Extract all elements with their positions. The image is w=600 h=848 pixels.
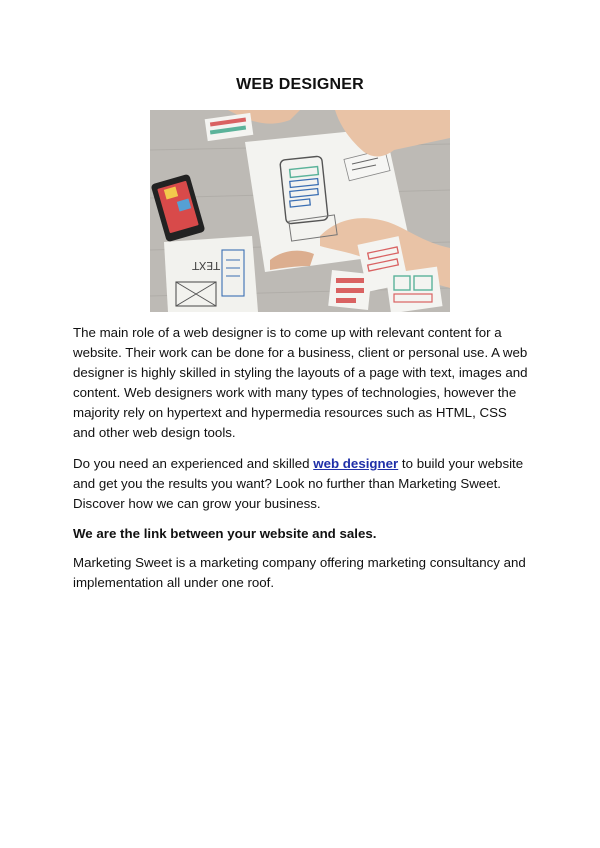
- cta-text-after: to build your website and get you the results you want? Look no further than Marketing Sweet. Discover how we can grow your business.: [73, 456, 524, 511]
- page-title: WEB DESIGNER: [236, 76, 364, 93]
- cta-paragraph: [73, 454, 529, 514]
- tagline: We are the link between your website and sales.: [73, 526, 377, 541]
- intro-paragraph: The main role of a web designer is to come up with relevant content for a website. Their work can be done for a business, client or personal use. A web designer is highly skilled in styling the layouts of a page with text, images and content. Web designers work with many types of technologies, however the majority rely on hypertext and hypermedia resources such as HTML, CSS and other web design tools.: [73, 325, 528, 440]
- company-paragraph: Marketing Sweet is a marketing company offering marketing consultancy and implementation all under one roof.: [73, 555, 526, 590]
- hero-image: [150, 110, 450, 312]
- web-designer-link[interactable]: web designer: [313, 456, 399, 471]
- cta-text-before: Do you need an experienced and skilled: [73, 456, 314, 471]
- sketch-text: TEXT: [192, 259, 220, 272]
